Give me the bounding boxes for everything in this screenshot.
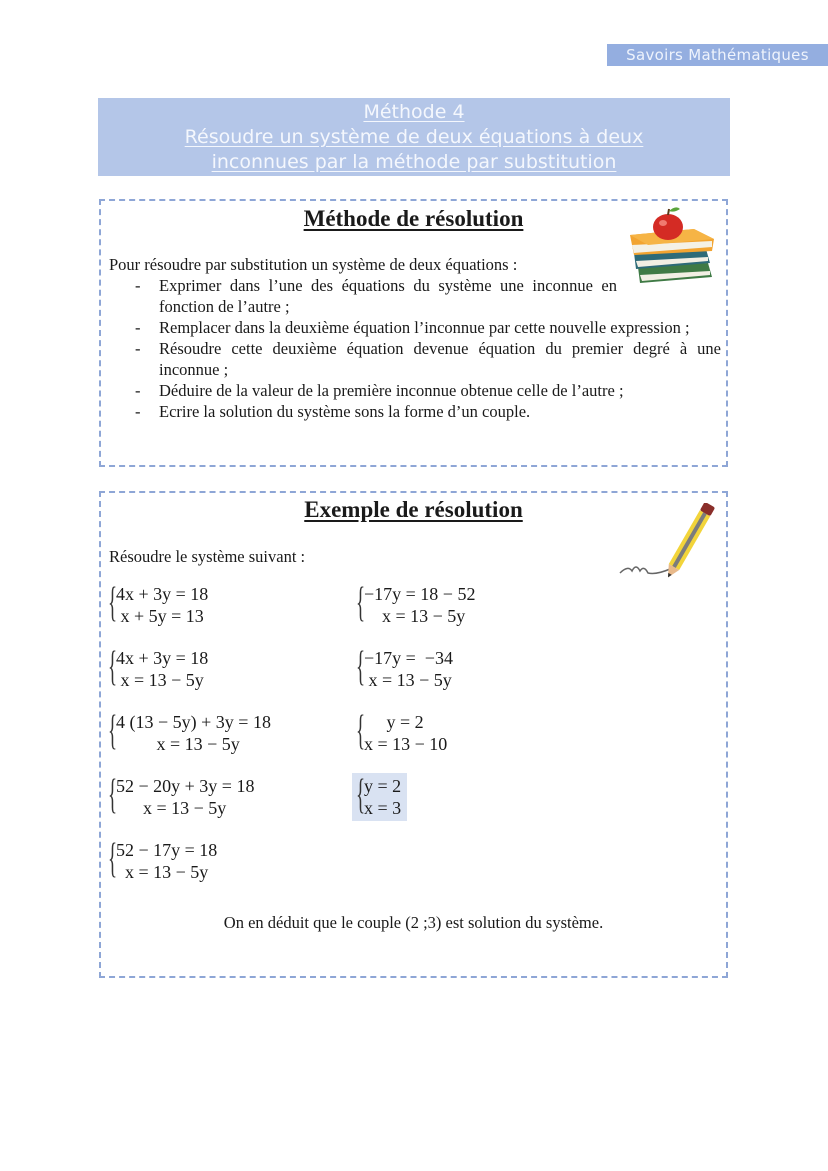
equation-line: x = 3 [364,798,402,818]
equation-system [108,644,209,691]
method-steps [109,275,721,422]
example-box-title: Exemple de résolution [304,497,523,522]
equation-line: y = 2 [364,776,402,796]
method-step: - Remplacer dans la deuxième équation l’inconnue par cette nouvelle expression ; [109,317,721,338]
equation-system [356,644,453,691]
brace-icon: { [356,708,366,754]
method-intro: Pour résoudre par substitution un système de deux équations : [109,255,518,274]
brand-tag: Savoirs Mathématiques [607,44,828,66]
equation-line: −17y = −34 [364,648,453,668]
example-conclusion: On en déduit que le couple (2 ;3) est solution du système. [223,913,604,932]
equation-line: x = 13 − 5y [364,606,466,626]
equation-line: −17y = 18 − 52 [364,584,476,604]
equation-system [108,772,255,819]
equation-line: y = 2 [364,712,424,732]
equation-system [108,580,209,627]
equation-system [108,708,271,755]
method-box-title: Méthode de résolution [303,206,524,231]
equation-line: x = 13 − 5y [116,670,204,690]
brace-icon: { [356,580,366,626]
example-box [99,491,728,978]
brace-icon: { [108,708,118,754]
brace-icon: { [108,836,118,882]
method-step: - Résoudre cette deuxième équation devenue équation du premier degré à une inconnue ; [109,338,721,380]
equation-line: x = 13 − 5y [364,670,452,690]
method-box [99,199,728,467]
brace-icon: { [108,580,118,626]
equation-system [108,836,218,883]
equation-line: 4x + 3y = 18 [116,648,209,668]
equation-line: x = 13 − 5y [116,734,240,754]
method-number: Méthode 4 [363,101,465,123]
equation-line: x = 13 − 10 [364,734,448,754]
equation-line: x = 13 − 5y [116,862,209,882]
equation-line: 4 (13 − 5y) + 3y = 18 [116,712,271,732]
equation-line: x = 13 − 5y [116,798,227,818]
equation-system [356,580,476,627]
equation-line: 52 − 20y + 3y = 18 [116,776,255,796]
brace-icon: { [108,772,118,818]
pencil-writing-icon [618,503,718,583]
method-title-line2: inconnues par la méthode par substitution [211,151,617,173]
example-intro: Résoudre le système suivant : [109,547,306,566]
brace-icon: { [356,644,366,690]
method-title-line1: Résoudre un système de deux équations à deux [184,126,644,148]
equation-system [356,708,448,755]
method-step: - Ecrire la solution du système sons la forme d’un couple. [109,401,721,422]
solution-system-highlighted [352,773,407,821]
brace-icon: { [108,644,118,690]
equation-line: 52 − 17y = 18 [116,840,218,860]
equation-line: x + 5y = 13 [116,606,204,626]
equation-line: 4x + 3y = 18 [116,584,209,604]
brace-icon: { [356,772,366,818]
method-step: - Exprimer dans l’une des équations du système une inconnue en fonction de l’autre ; [109,275,617,317]
method-step: - Déduire de la valeur de la première inconnue obtenue celle de l’autre ; [109,380,721,401]
method-header [98,98,730,176]
